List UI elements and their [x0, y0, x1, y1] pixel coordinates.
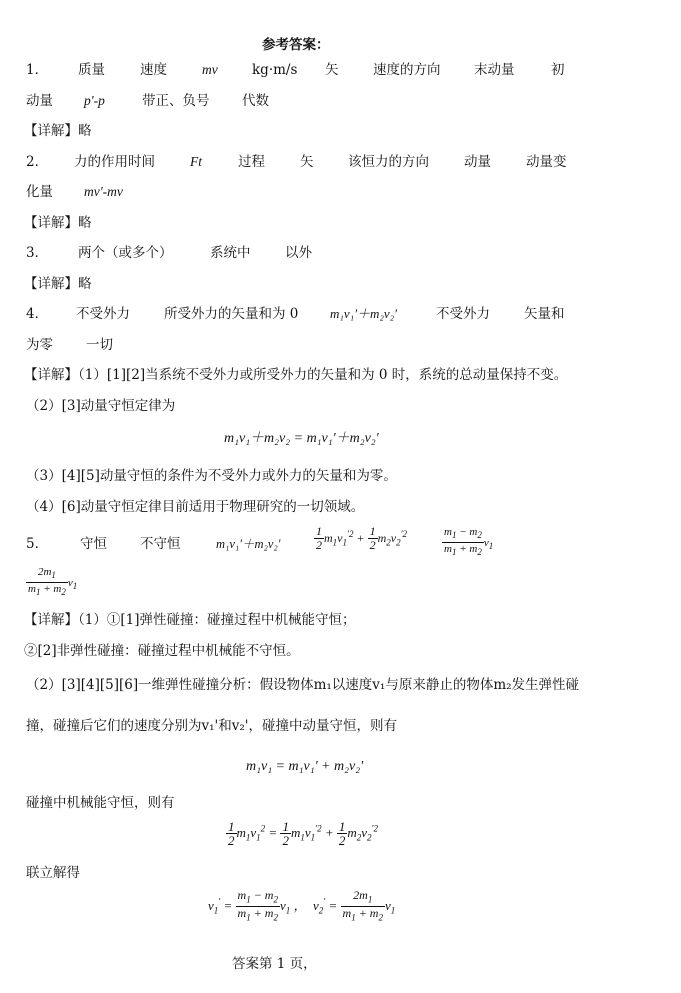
q5-answer-3: m₁v₁'＋m₂v₂' [216, 537, 281, 551]
q2-answer-1: 力的作用时间 [74, 154, 155, 170]
q1-answer-5: 矢 [325, 62, 339, 78]
q5-answer-2: 不守恒 [140, 536, 181, 552]
q5-energy-equation: $\frac{1}{2}$ $m_1v_1^2$ = $\frac{1}{2}$ $m_1v_1^{'2}$ + $\frac{1}{2}$ $m_2v_2^{'2}$ [228, 819, 379, 848]
q5-solve-text: 联立解得 [26, 865, 80, 881]
q4-answer-2: 所受外力的矢量和为 0 [164, 306, 299, 322]
q4-detail-2: （2）[3]动量守恒定律为 [26, 398, 176, 414]
q3-answer-1: 两个（或多个） [78, 245, 173, 261]
q1-answer-8: 初 [551, 62, 565, 78]
q4-answer-1: 不受外力 [76, 306, 130, 322]
q5-detail-2: ②[2]非弹性碰撞：碰撞过程中机械能不守恒。 [24, 643, 300, 659]
q4-answer-3: m₁v₁'＋m₂v₂' [330, 306, 397, 321]
q4-cont-1: 为零 [26, 337, 53, 353]
q1-answer-1: 质量 [78, 62, 105, 78]
q2-cont-2: mv'-mv [84, 184, 123, 199]
q5-energy-text: 碰撞中机械能守恒，则有 [26, 795, 175, 811]
q5-detail-1: 【详解】（1）①[1]弹性碰撞：碰撞过程中机械能守恒； [24, 612, 356, 628]
q2-answer-6: 动量 [464, 154, 491, 170]
q2-cont-1: 化量 [26, 184, 53, 200]
q1-cont-4: 代数 [242, 93, 269, 109]
q3-answer-2: 系统中 [210, 245, 251, 261]
q2-answer-4: 矢 [300, 154, 314, 170]
q2-answer-2: Ft [190, 154, 202, 169]
q1-cont-3: 带正、负号 [142, 93, 210, 109]
q3-detail: 【详解】略 [24, 276, 92, 292]
q4-number: 4． [26, 306, 49, 322]
q1-answer-6: 速度的方向 [373, 62, 441, 78]
q5-answer-v2-prime: $\frac{2m_1}{m_1 + m_2}$ $v_1$ [28, 566, 78, 598]
q5-answer-energy-formula: $\frac{1}{2}$ $m_1v_1^{'2}$ + $\frac{1}{2}$ $m_2v_2^{'2}$ [316, 524, 408, 552]
q4-answer-4: 不受外力 [436, 306, 490, 322]
q3-number: 3． [26, 245, 49, 261]
q5-answer-v1-prime: $\frac{m_1 - m_2}{m_1 + m_2}$ $v_1$ [444, 526, 494, 558]
q5-momentum-equation: m₁v₁ = m₁v₁' + m₂v₂' [246, 759, 364, 774]
q4-detail-1: 【详解】（1）[1][2]当系统不受外力或所受外力的矢量和为 0 时，系统的总动量保持不变。 [24, 367, 568, 383]
q1-cont-1: 动量 [26, 93, 53, 109]
q2-number: 2． [26, 154, 49, 170]
q4-cont-2: 一切 [86, 337, 113, 353]
q4-detail-4: （4）[6]动量守恒定律目前适用于物理研究的一切领域。 [26, 499, 365, 515]
q1-detail: 【详解】略 [24, 123, 92, 139]
q1-answer-4: kg·m/s [252, 62, 298, 78]
q5-answer-1: 守恒 [80, 536, 107, 552]
q4-detail-3: （3）[4][5]动量守恒的条件为不受外力或外力的矢量和为零。 [26, 468, 397, 484]
q1-cont-2: p'-p [84, 93, 105, 108]
q1-answer-3: mv [202, 62, 218, 77]
q5-detail-3: （2）[3][4][5][6]一维弹性碰撞分析：假设物体m₁以速度v₁与原来静止的物体m₂发生弹性碰 [26, 677, 580, 693]
q5-number: 5． [26, 536, 49, 552]
q2-answer-7: 动量变 [526, 154, 567, 170]
q1-number: 1． [26, 62, 49, 78]
q5-solution: $v_1'$ = $\frac{m_1 - m_2}{m_1 + m_2}$ $v_1$ ， $v_2'$ = $\frac{2m_1}{m_1 + m_2}$ $v_1$ [208, 888, 396, 923]
q1-answer-2: 速度 [140, 62, 167, 78]
q2-answer-5: 该恒力的方向 [348, 154, 429, 170]
q2-answer-3: 过程 [238, 154, 265, 170]
q4-equation: m₁v₁＋m₂v₂ = m₁v₁'＋m₂v₂' [224, 431, 379, 446]
q4-answer-5: 矢量和 [524, 306, 565, 322]
answer-title: 参考答案： [262, 37, 330, 53]
q3-answer-3: 以外 [285, 245, 312, 261]
q5-detail-4: 撞，碰撞后它们的速度分别为v₁'和v₂'，碰撞中动量守恒，则有 [26, 718, 397, 734]
page-footer: 答案第 1 页， [232, 956, 317, 972]
q1-answer-7: 末动量 [474, 62, 515, 78]
q2-detail: 【详解】略 [24, 215, 92, 231]
